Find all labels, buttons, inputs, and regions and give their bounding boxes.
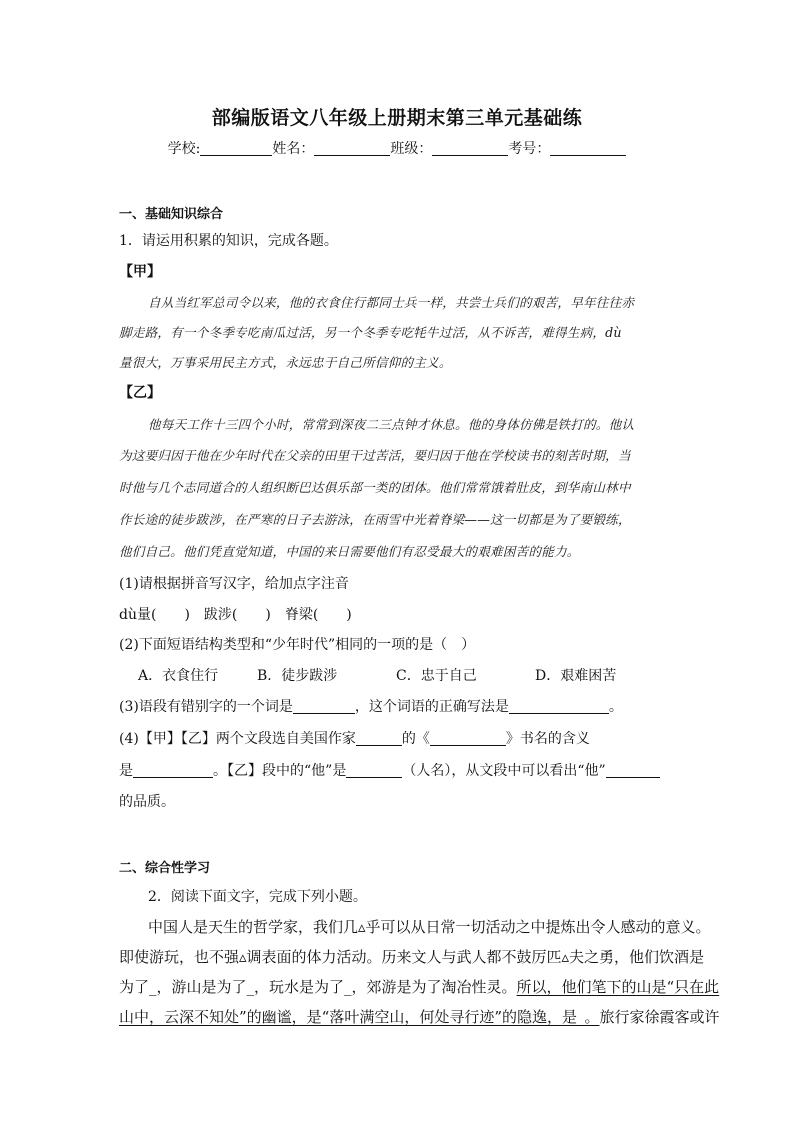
sub-question-4-line-1 [119, 728, 590, 748]
document-title: 部编版语文八年级上册期末第三单元基础练 [211, 107, 583, 129]
quality-blank[interactable] [606, 763, 660, 778]
name-blank[interactable] [314, 141, 390, 156]
yi-line-4: 作长途的徒步跋涉，在严寒的日子去游泳，在雨雪中光着脊梁——这一切都是为了要锻练， [119, 512, 631, 527]
option-a[interactable]: A．衣食住行 [138, 668, 219, 684]
wrong-word-blank[interactable] [293, 699, 355, 714]
sub3-text-a: (3)语段有错别字的一个词是 [119, 699, 293, 715]
jia-line-3: 量很大，万事采用民主方式，永远忠于自己所信仰的主义。 [119, 355, 452, 370]
name-label: 姓名： [272, 141, 315, 157]
jia-line-2: 脚走路，有一个冬季专吃南瓜过活，另一个冬季专吃牦牛过活，从不诉苦，难得生病，dù [119, 325, 622, 340]
q1-prompt: 1．请运用积累的知识，完成各题。 [119, 233, 338, 249]
sub-question-4-line-3: 的品质。 [119, 794, 175, 810]
exam-no-label: 考号： [508, 141, 551, 157]
jia-line-1: 自从当红军总司令以来，他的衣食住行都同士兵一样，共尝士兵们的艰苦，早年往往赤 [148, 295, 635, 310]
jia-label: 【甲】 [119, 264, 161, 280]
yi-line-5: 他们自己。他们凭直觉知道，中国的来日需要他们有忍受最大的艰难困苦的能力。 [119, 544, 580, 559]
sub-question-1-items[interactable]: dù量( ) 跋涉( ) 脊梁( ) [119, 607, 352, 623]
sub-question-3 [119, 696, 623, 716]
section2-heading: 二、综合性学习 [119, 861, 211, 876]
option-d[interactable]: D．艰难困苦 [535, 668, 617, 684]
author-blank[interactable] [356, 731, 402, 746]
student-info-line [0, 138, 794, 158]
school-blank[interactable] [200, 141, 272, 156]
sub-question-2: (2)下面短语结构类型和“少年时代”相同的一项的是（ ） [119, 637, 476, 653]
sub4-text-d: 是 [119, 763, 133, 779]
passage-underlined-1: 所以，他们笔下的山是“只在此 [516, 978, 720, 996]
sub4-text-b: 的《 [401, 731, 430, 747]
sub-question-1: (1)请根据拼音写汉字，给加点字注音 [119, 576, 349, 592]
sub4-text-c: 》书名的含义 [505, 731, 590, 747]
school-label: 学校: [167, 141, 201, 157]
sub3-text-b: ，这个词语的正确写法是 [354, 699, 509, 715]
section1-heading: 一、基础知识综合 [119, 207, 224, 222]
sub3-text-c: 。 [608, 699, 623, 715]
yi-line-3: 时他与几个志同道合的人组织断巴达俱乐部一类的团体。他们常常饿着肚皮，到华南山林中 [119, 480, 631, 495]
passage-line-4 [119, 1006, 720, 1027]
option-b[interactable]: B．徒步跋涉 [257, 668, 338, 684]
yi-label: 【乙】 [119, 385, 161, 401]
passage-underlined-2: 山中，云深不知处”的幽谧，是“落叶满空山，何处寻行迹”的隐逸，是_。 [119, 1008, 600, 1026]
sub-question-4-line-2 [119, 760, 660, 780]
exam-no-blank[interactable] [550, 141, 626, 156]
class-label: 班级： [390, 141, 433, 157]
yi-line-1: 他每天工作十三四个小时，常常到深夜二三点钟才休息。他的身体仿佛是铁打的。他认 [148, 417, 635, 432]
sub4-text-e: 。【乙】段中的“他”是 [213, 763, 347, 779]
sub4-text-a: (4)【甲】【乙】两个文段选自美国作家 [119, 731, 356, 747]
yi-line-2: 为这要归因于他在少年时代在父亲的田里干过苦活，要归因于他在学校读书的刻苦时期，当 [119, 448, 631, 463]
passage-line-2: 即使游玩，也不强▵调表面的体力活动。历来文人与武人都不鼓厉匹▵夫之勇，他们饮酒是 [119, 948, 705, 966]
title-meaning-blank[interactable] [133, 763, 213, 778]
q2-prompt: 2．阅读下面文字，完成下列小题。 [148, 889, 367, 905]
passage-line-3-text: 为了_，游山是为了_，玩水是为了_，郊游是为了淘冶性灵。 [119, 978, 517, 996]
class-blank[interactable] [432, 141, 508, 156]
passage-line-3 [119, 976, 719, 997]
passage-line-4-tail: 旅行家徐霞客或许 [599, 1008, 720, 1026]
person-name-blank[interactable] [346, 763, 402, 778]
correct-word-blank[interactable] [509, 699, 609, 714]
passage-line-1: 中国人是天生的哲学家，我们几▵乎可以从日常一切活动之中提炼出令人感动的意义。 [148, 918, 711, 936]
option-c[interactable]: C．忠于自己 [396, 668, 477, 684]
sub4-text-f: （人名），从文段中可以看出“他” [402, 763, 606, 779]
book-title-blank[interactable] [430, 731, 506, 746]
